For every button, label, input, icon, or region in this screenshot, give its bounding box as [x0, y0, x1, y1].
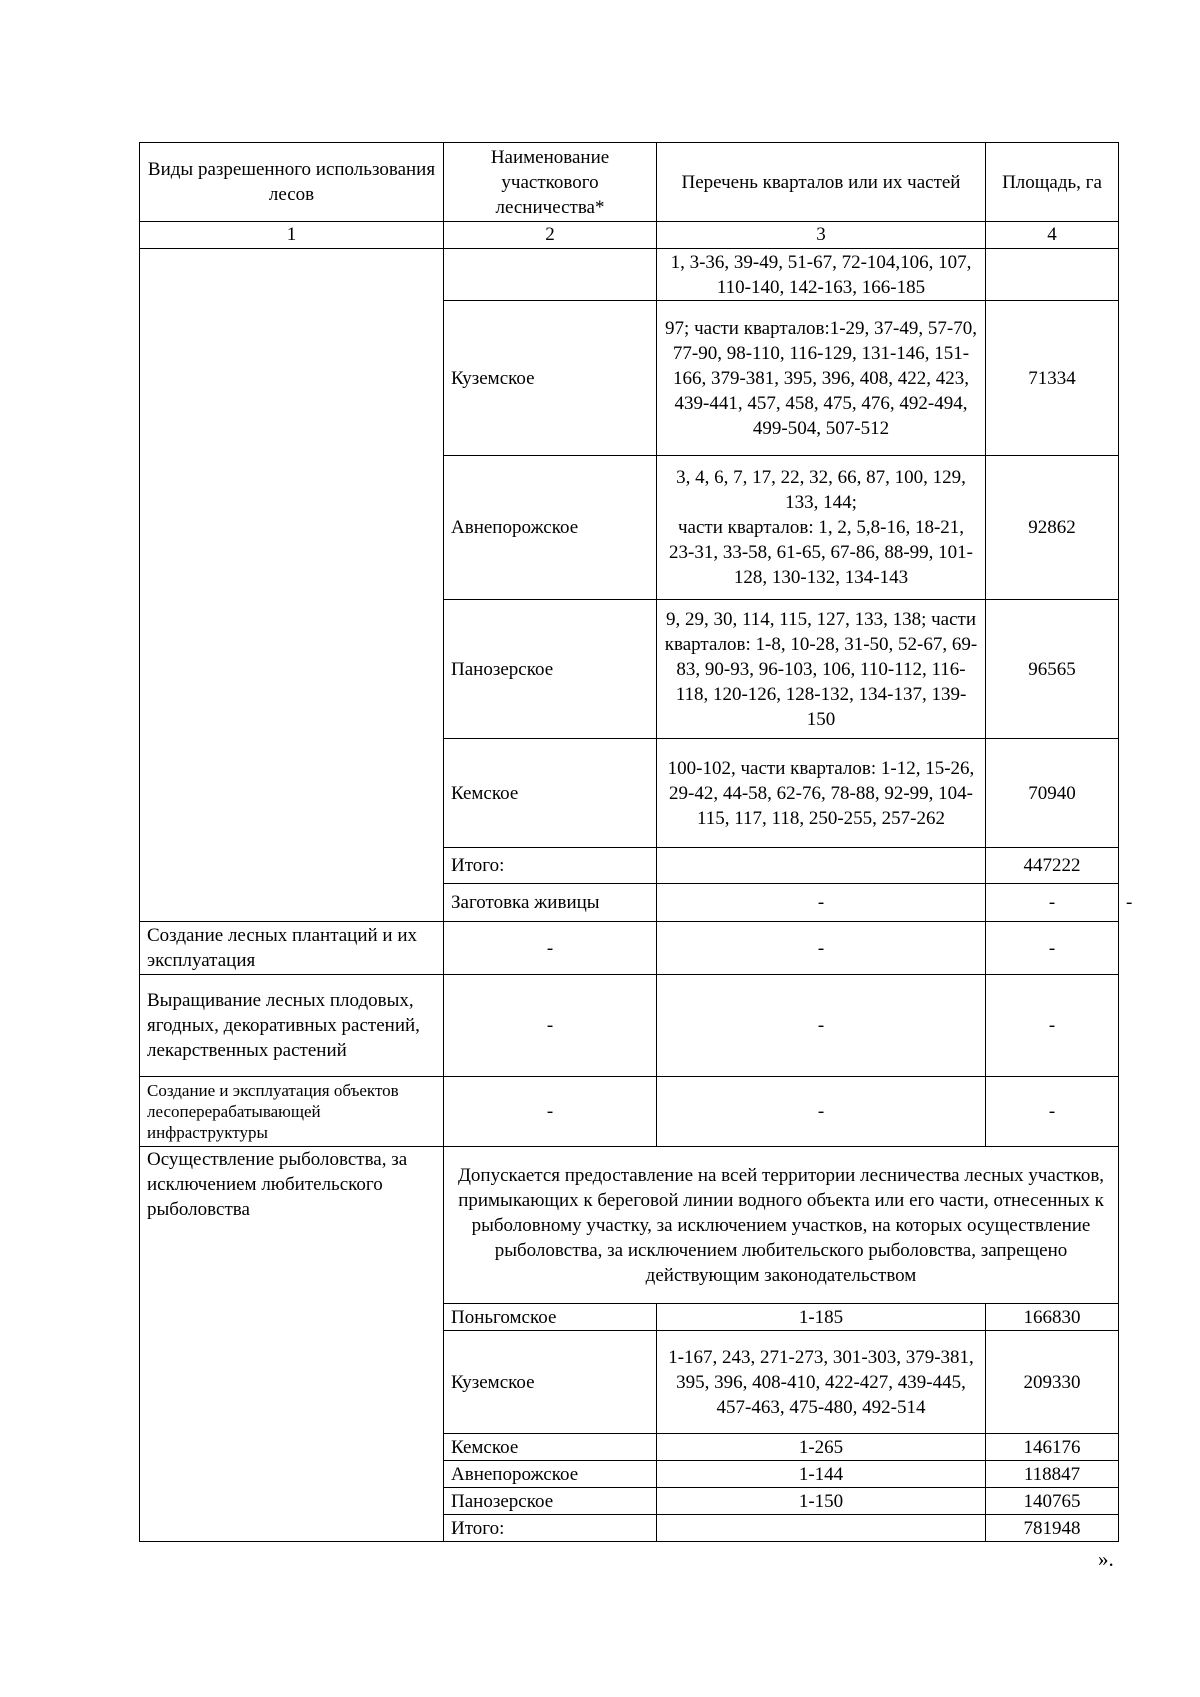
closing-quote-mark: ».	[1098, 1547, 1114, 1571]
column-number-1: 1	[140, 222, 444, 249]
forestry-name	[444, 249, 657, 301]
area-value: 70940	[986, 739, 1119, 848]
forestry-name: Авнепорожское	[444, 456, 657, 600]
forestry-name: Поньгомское	[444, 1304, 657, 1331]
table-row	[140, 975, 1119, 1077]
quarters-list: 1-167, 243, 271-273, 301-303, 379-381, 395, 396, 408-410, 422-427, 439-445, 457-463, 475-480, 492-514	[657, 1331, 986, 1434]
use-type: Создание лесных плантаций и их эксплуатация	[140, 922, 444, 975]
forestry-name: Кемское	[444, 739, 657, 848]
area-value: 92862	[986, 456, 1119, 600]
total-quarters	[657, 1515, 986, 1542]
quarters-list: -	[986, 884, 1119, 922]
area-value: 166830	[986, 1304, 1119, 1331]
forestry-name: Панозерское	[444, 600, 657, 739]
column-number-4: 4	[986, 222, 1119, 249]
quarters-list: -	[657, 975, 986, 1077]
quarters-list-part-a: 3, 4, 6, 7, 17, 22, 32, 66, 87, 100, 129, 133, 144;	[676, 467, 966, 513]
area-value: -	[986, 1077, 1119, 1147]
total-label: Итого:	[444, 1515, 657, 1542]
quarters-list-part-b: части кварталов: 1, 2, 5,8-16, 18-21, 23-31, 33-58, 61-65, 67-86, 88-99, 101-128, 130-132, 134-143	[669, 517, 973, 588]
use-type-cell-empty	[140, 249, 444, 922]
header-col1: Виды разрешенного использования лесов	[140, 143, 444, 222]
table-row	[140, 922, 1119, 975]
area-value: 209330	[986, 1331, 1119, 1434]
forest-use-table	[139, 142, 1133, 1542]
forestry-name: -	[444, 1077, 657, 1147]
total-quarters	[657, 848, 986, 884]
area-value: -	[986, 922, 1119, 975]
table-row	[140, 1147, 1119, 1304]
header-col3: Перечень кварталов или их частей	[657, 143, 986, 222]
quarters-list: -	[657, 1077, 986, 1147]
column-number-2: 2	[444, 222, 657, 249]
header-col2: Наименование участкового лесничества*	[444, 143, 657, 222]
forestry-name: -	[444, 975, 657, 1077]
forestry-name: Авнепорожское	[444, 1461, 657, 1488]
use-type: Выращивание лесных плодовых, ягодных, декоративных растений, лекарственных растений	[140, 975, 444, 1077]
area-value: 71334	[986, 301, 1119, 456]
quarters-list: -	[657, 922, 986, 975]
use-type: Осуществление рыболовства, за исключением любительского рыболовства	[140, 1147, 444, 1542]
area-value: 96565	[986, 600, 1119, 739]
area-value	[986, 249, 1119, 301]
forestry-name: Кемское	[444, 1434, 657, 1461]
quarters-list: 1-150	[657, 1488, 986, 1515]
area-value: 118847	[986, 1461, 1119, 1488]
quarters-list	[657, 456, 986, 600]
forestry-name: -	[444, 922, 657, 975]
column-number-3: 3	[657, 222, 986, 249]
use-type: Заготовка живицы	[444, 884, 657, 922]
forestry-name: Куземское	[444, 1331, 657, 1434]
quarters-list: 1-144	[657, 1461, 986, 1488]
area-value: 140765	[986, 1488, 1119, 1515]
table-row	[140, 1077, 1119, 1147]
total-area: 781948	[986, 1515, 1119, 1542]
header-col4: Площадь, га	[986, 143, 1119, 222]
forestry-name: Панозерское	[444, 1488, 657, 1515]
fishing-note: Допускается предоставление на всей территории лесничества лесных участков, примыкающих к береговой линии водного объекта или его части, отнесенных к рыболовному участку, за исключением участков, на которых осуществление рыболовства, за исключением любительского рыболовства, запрещено действующим законодательством	[444, 1147, 1119, 1304]
area-value: 146176	[986, 1434, 1119, 1461]
header-row	[140, 143, 1119, 222]
quarters-list: 100-102, части кварталов: 1-12, 15-26, 29-42, 44-58, 62-76, 78-88, 92-99, 104-115, 117, 118, 250-255, 257-262	[657, 739, 986, 848]
quarters-list: 1-185	[657, 1304, 986, 1331]
total-label: Итого:	[444, 848, 657, 884]
quarters-list: 97; части кварталов:1-29, 37-49, 57-70, 77-90, 98-110, 116-129, 131-146, 151-166, 379-381, 395, 396, 408, 422, 423, 439-441, 457, 458, 475, 476, 492-494, 499-504, 507-512	[657, 301, 986, 456]
column-number-row	[140, 222, 1119, 249]
use-type: Создание и эксплуатация объектов лесоперерабатывающей инфраструктуры	[140, 1077, 444, 1147]
table-row	[140, 249, 1119, 301]
quarters-list: 1, 3-36, 39-49, 51-67, 72-104,106, 107, 110-140, 142-163, 166-185	[657, 249, 986, 301]
forestry-name: -	[657, 884, 986, 922]
forestry-name: Куземское	[444, 301, 657, 456]
table-row: Заготовка живицы - - -	[140, 884, 1119, 922]
area-value: -	[986, 975, 1119, 1077]
total-area: 447222	[986, 848, 1119, 884]
quarters-list: 9, 29, 30, 114, 115, 127, 133, 138; части кварталов: 1-8, 10-28, 31-50, 52-67, 69-83, 90-93, 96-103, 106, 110-112, 116-118, 120-126, 128-132, 134-137, 139-150	[657, 600, 986, 739]
quarters-list: 1-265	[657, 1434, 986, 1461]
